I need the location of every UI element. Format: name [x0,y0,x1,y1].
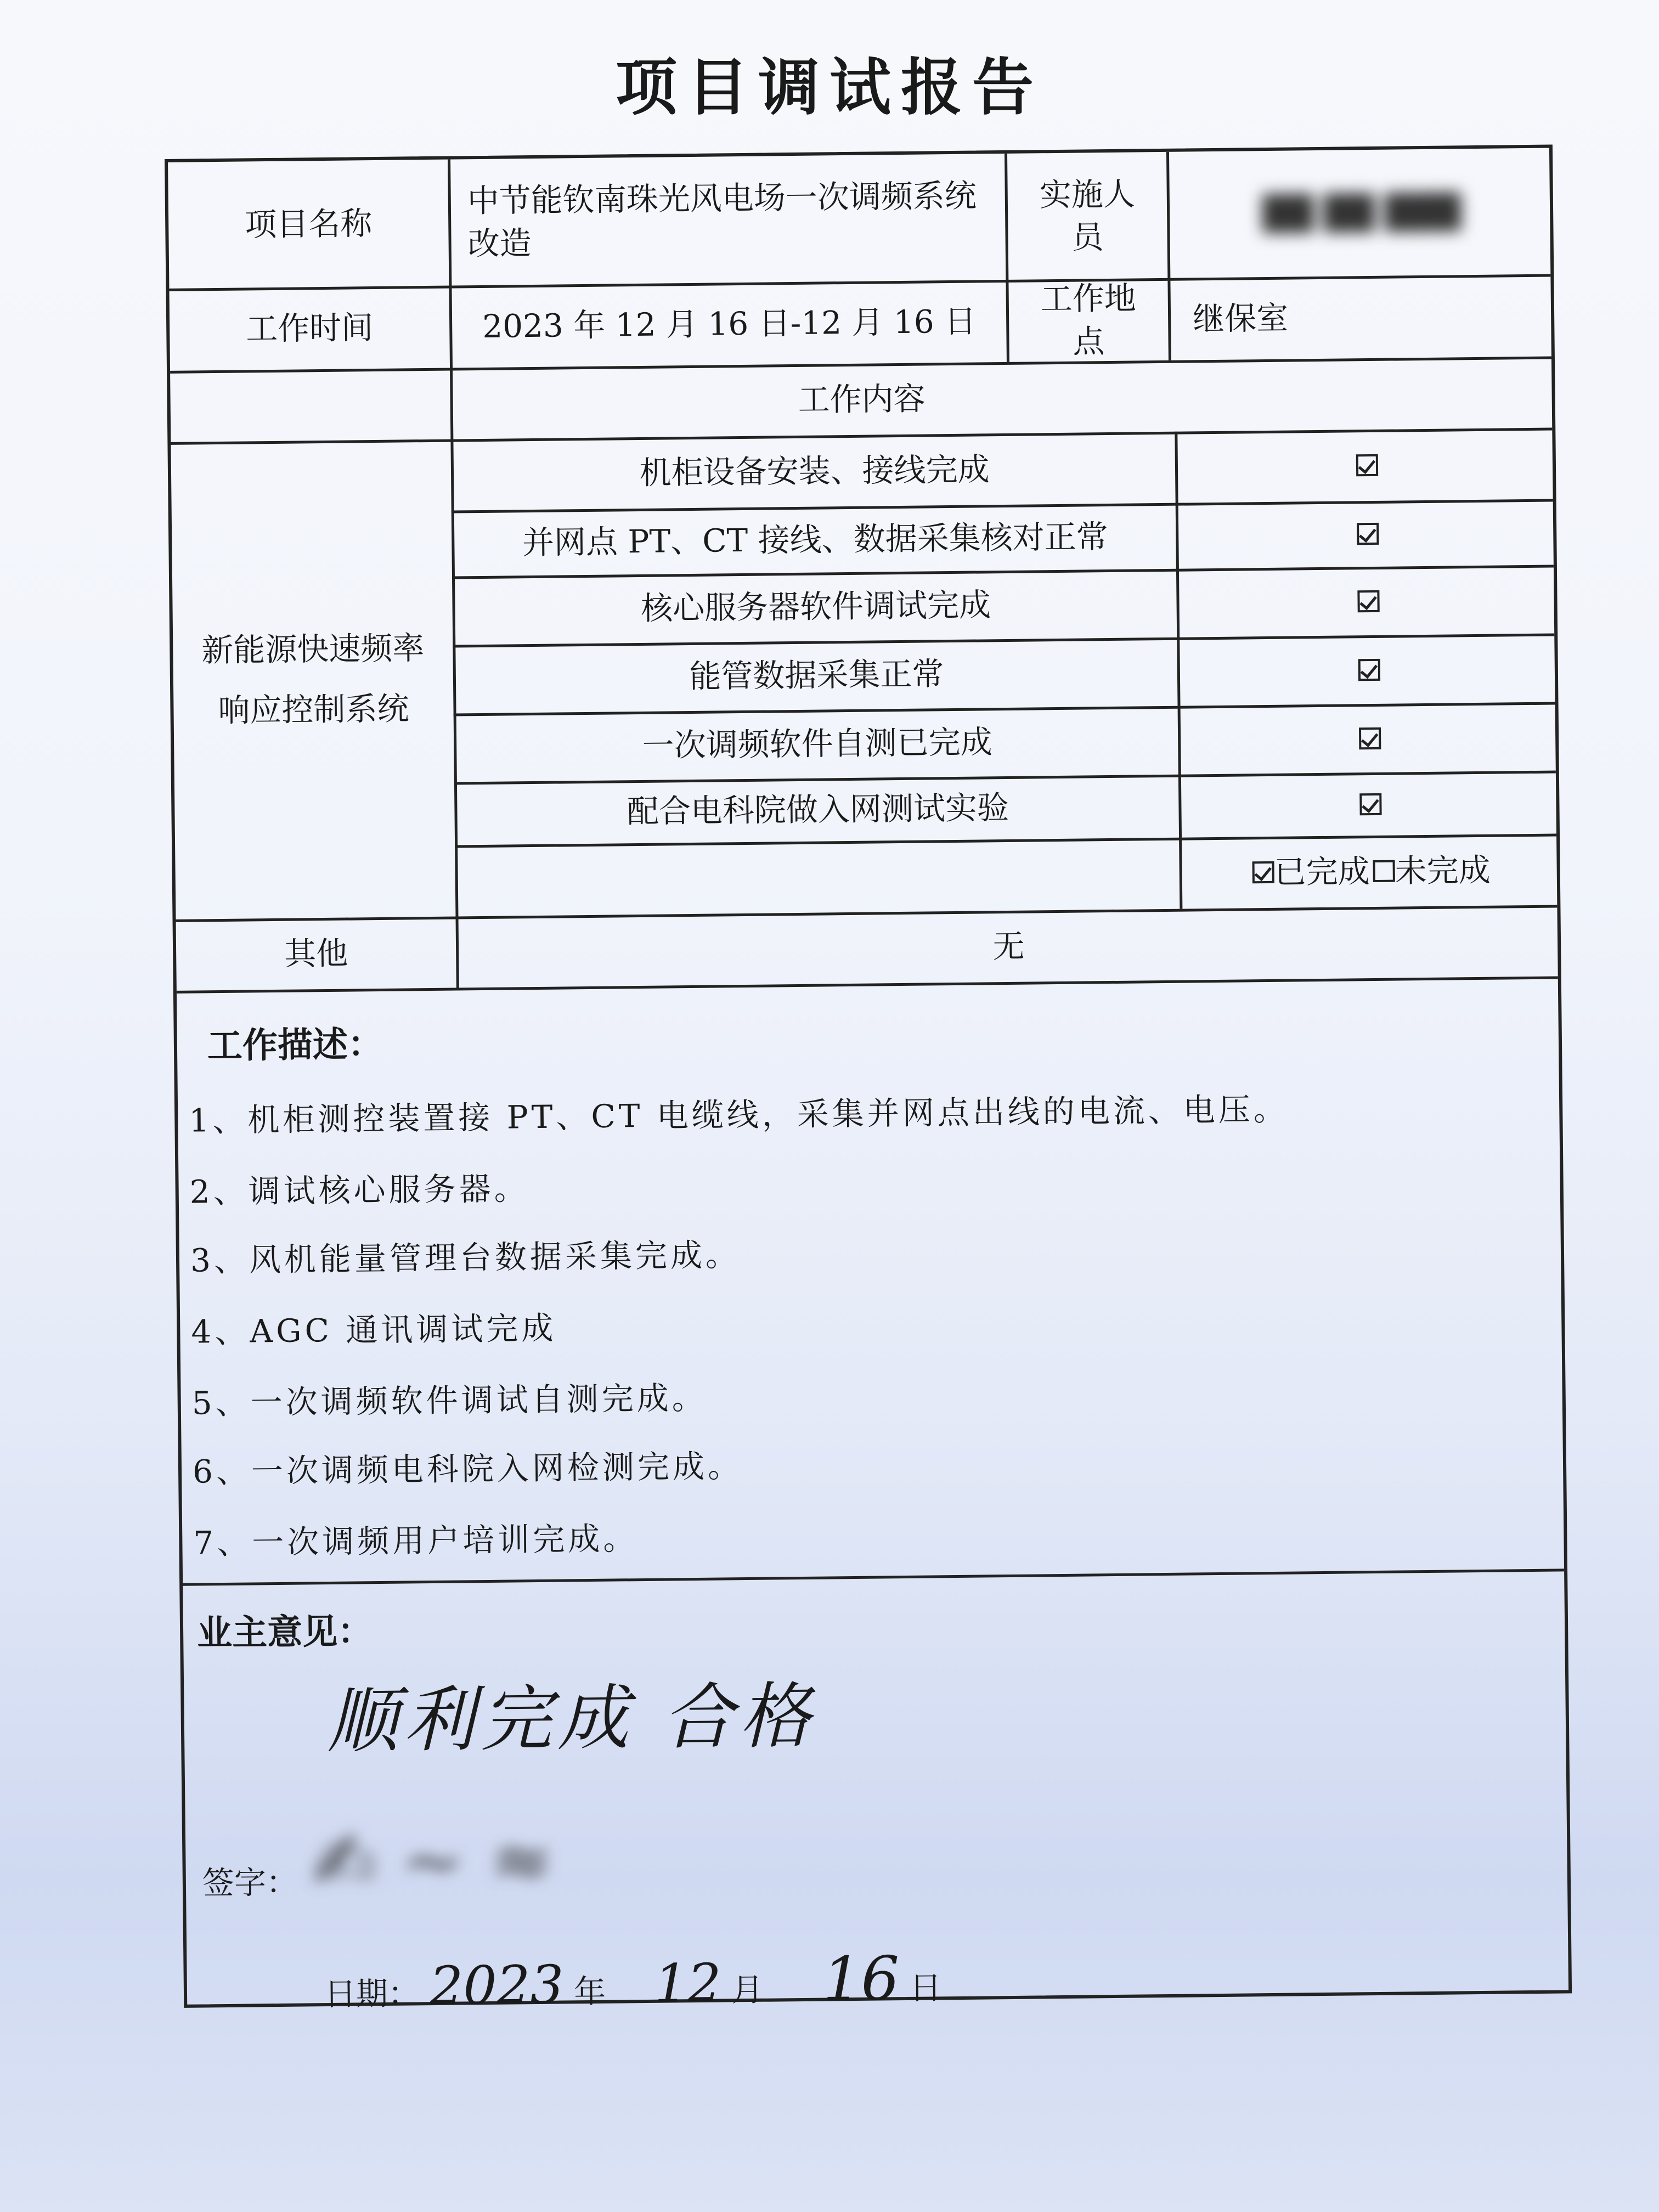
description-item: 6、一次调频电科院入网检测完成。 [192,1447,743,1491]
task-1-check [1177,427,1556,503]
description-item: 2、调试核心服务器。 [189,1170,529,1211]
incomplete-label: 未完成 [1395,851,1491,890]
completion-status [1182,833,1561,909]
day-unit: 日 [909,1969,942,2007]
checkbox-checked-icon [1357,523,1379,545]
report-form [165,145,1572,2017]
completed-label: 已完成 [1274,852,1370,891]
year-unit: 年 [573,1972,606,2011]
task-5-label: 一次调频软件自测已完成 [642,723,993,765]
description-item: 1、机柜测控装置接 PT、CT 电缆线，采集并网点出线的电流、电压。 [188,1090,1289,1139]
checkbox-checked-icon [1359,793,1381,815]
project-name-value: 中节能钦南珠光风电场一次调频系统改造 [467,177,977,263]
task-3-check [1179,565,1558,637]
date-month: 12 [653,1952,722,2015]
task-5-check [1181,702,1560,774]
task-1-label: 机柜设备安装、接线完成 [639,450,990,492]
staff-value [1169,148,1554,278]
description-item: 3、风机能量管理台数据采集完成。 [190,1236,741,1279]
checkbox-checked-icon [1357,590,1379,612]
project-name-label: 项目名称 [244,204,373,244]
signature-redacted: ✍︎ ~ ≈ [311,1815,555,1908]
description-heading: 工作描述： [207,1024,383,1067]
description-item: 4、AGC 通讯调试完成 [191,1309,557,1351]
description-item: 5、一次调频软件调试自测完成。 [191,1379,707,1422]
content-header: 工作内容 [798,380,926,419]
owner-opinion-handwritten: 顺利完成 合格 [326,1674,816,1763]
work-time-value: 2023 年 12 月 16 日-12 月 16 日 [482,302,977,345]
redacted-staff-names: ██ ██ ███ [1262,192,1462,233]
other-label: 其他 [284,934,348,973]
date-day: 16 [822,1943,900,2015]
system-label: 新能源快速频率响应控制系统 [201,629,425,730]
location-value: 继保室 [1192,299,1289,338]
date-label: 日期： [324,1974,420,2013]
checkbox-checked-icon [1252,861,1274,883]
location-label: 工作地点 [1040,279,1137,360]
owner-opinion-heading: 业主意见： [196,1611,373,1654]
month-unit: 月 [731,1971,764,2009]
date-year: 2023 [429,1954,565,2017]
date-row [324,1943,941,2019]
checkbox-checked-icon [1356,454,1378,476]
staff-label: 实施人员 [1039,175,1136,256]
task-4-check [1180,633,1559,706]
page-title: 项目调试报告 [616,52,1043,123]
task-6-check [1181,770,1560,837]
other-value: 无 [992,927,1025,966]
task-3-label: 核心服务器软件调试完成 [640,586,991,628]
signature-label: 签字： [202,1863,298,1902]
task-2-check [1178,499,1558,568]
checkbox-checked-icon [1359,727,1381,749]
description-item: 7、一次调频用户培训完成。 [193,1520,639,1562]
work-time-label: 工作时间 [245,308,374,348]
task-6-label: 配合电科院做入网测试实验 [627,789,1009,831]
task-2-label: 并网点 PT、CT 接线、数据采集核对正常 [522,517,1108,562]
checkbox-checked-icon [1358,658,1380,680]
checkbox-empty-icon [1373,860,1395,882]
task-4-label: 能管数据采集正常 [689,655,944,696]
